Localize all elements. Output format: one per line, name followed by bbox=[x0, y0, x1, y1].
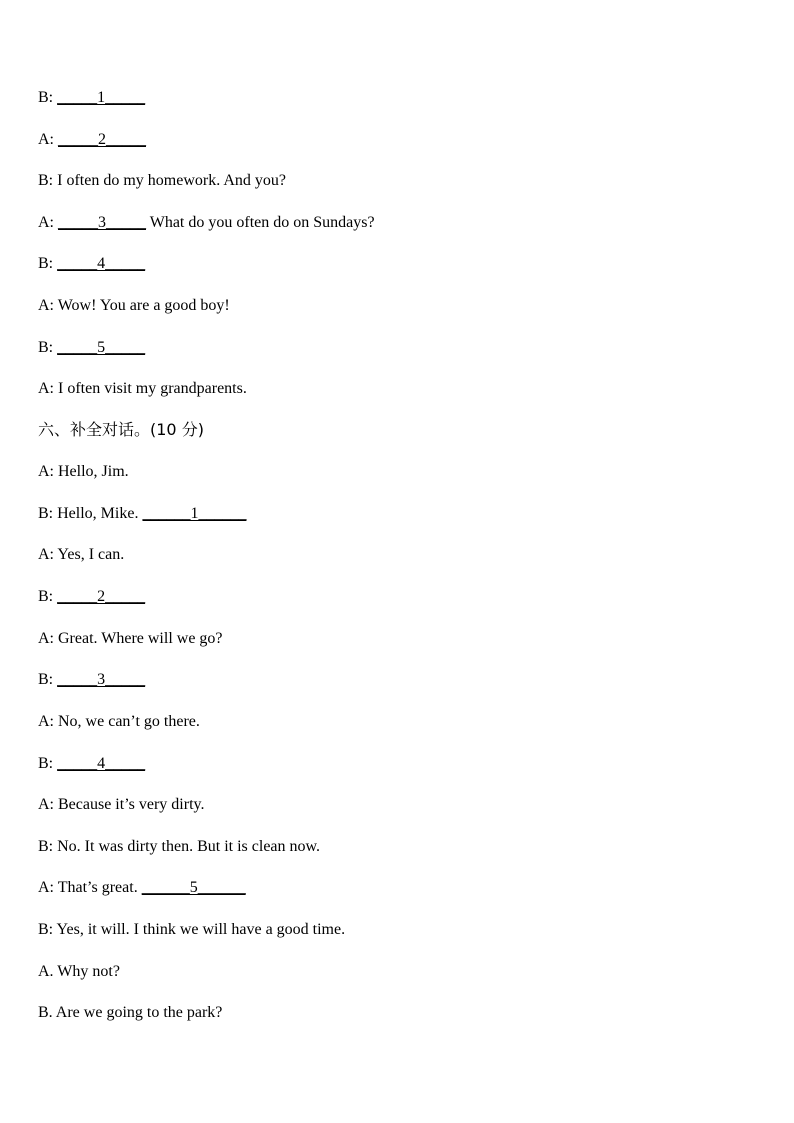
dialogue1-line-4 bbox=[38, 213, 375, 233]
line-text: Because it’s very dirty. bbox=[58, 796, 205, 813]
speaker: B: bbox=[38, 339, 54, 356]
speaker: B: bbox=[38, 172, 54, 189]
dialogue2-line-9 bbox=[38, 795, 204, 815]
answer-blank-2: _____2_____ bbox=[57, 588, 146, 605]
answer-blank-3: _____3_____ bbox=[58, 214, 146, 231]
dialogue2-line-5 bbox=[38, 629, 223, 649]
speaker: A: bbox=[38, 713, 54, 730]
speaker: A: bbox=[38, 214, 54, 231]
answer-blank-2: _____2_____ bbox=[58, 131, 146, 148]
answer-blank-1: _____1_____ bbox=[57, 89, 146, 106]
speaker: A: bbox=[38, 879, 54, 896]
line-text: Great. Where will we go? bbox=[58, 630, 223, 647]
dialogue2-line-8 bbox=[38, 754, 145, 774]
answer-blank-4: _____4_____ bbox=[57, 755, 146, 772]
dialogue2-line-6 bbox=[38, 670, 145, 690]
speaker: B: bbox=[38, 671, 54, 688]
line-text-after: What do you often do on Sundays? bbox=[149, 214, 375, 231]
dialogue2-line-11 bbox=[38, 878, 246, 898]
dialogue1-line-5 bbox=[38, 254, 145, 274]
dialogue1-line-3 bbox=[38, 171, 286, 191]
line-text: Hello, Mike. bbox=[57, 505, 139, 522]
answer-blank-4: _____4_____ bbox=[57, 255, 146, 272]
option-b bbox=[38, 1003, 222, 1023]
speaker: B: bbox=[38, 255, 54, 272]
option-text: Why not? bbox=[57, 963, 120, 980]
speaker: B: bbox=[38, 505, 54, 522]
line-text: No, we can’t go there. bbox=[58, 713, 200, 730]
dialogue2-line-12 bbox=[38, 920, 345, 940]
dialogue1-line-1 bbox=[38, 88, 145, 108]
speaker: A: bbox=[38, 630, 54, 647]
speaker: B: bbox=[38, 755, 54, 772]
speaker: B: bbox=[38, 588, 54, 605]
answer-blank-5: _____5_____ bbox=[57, 339, 146, 356]
line-text: I often do my homework. And you? bbox=[57, 172, 286, 189]
dialogue1-line-6 bbox=[38, 296, 230, 316]
speaker: B: bbox=[38, 89, 54, 106]
dialogue2-line-1 bbox=[38, 462, 129, 482]
line-text: Yes, I can. bbox=[57, 546, 125, 563]
dialogue2-line-4 bbox=[38, 587, 145, 607]
section-heading: 六、补全对话。(10 分) bbox=[38, 420, 204, 439]
speaker: B: bbox=[38, 838, 54, 855]
option-label: B. bbox=[38, 1004, 53, 1021]
speaker: A: bbox=[38, 796, 54, 813]
line-text: I often visit my grandparents. bbox=[58, 380, 247, 397]
answer-blank-3: _____3_____ bbox=[57, 671, 146, 688]
option-label: A. bbox=[38, 963, 54, 980]
dialogue2-line-7 bbox=[38, 712, 200, 732]
option-a bbox=[38, 962, 120, 982]
speaker: A: bbox=[38, 463, 54, 480]
dialogue1-line-2 bbox=[38, 130, 146, 150]
answer-blank-1: ______1______ bbox=[142, 505, 247, 522]
dialogue2-line-10 bbox=[38, 837, 320, 857]
speaker: A: bbox=[38, 380, 54, 397]
dialogue2-line-3 bbox=[38, 545, 124, 565]
speaker: A: bbox=[38, 131, 54, 148]
dialogue1-line-7 bbox=[38, 338, 145, 358]
dialogue2-line-2 bbox=[38, 504, 246, 524]
line-text: Yes, it will. I think we will have a good time. bbox=[56, 921, 346, 938]
option-text: Are we going to the park? bbox=[55, 1004, 223, 1021]
answer-blank-5: ______5______ bbox=[141, 879, 246, 896]
speaker: B: bbox=[38, 921, 54, 938]
line-text: That’s great. bbox=[57, 879, 138, 896]
line-text: Wow! You are a good boy! bbox=[57, 297, 230, 314]
speaker: A: bbox=[38, 546, 54, 563]
line-text: Hello, Jim. bbox=[58, 463, 129, 480]
speaker: A: bbox=[38, 297, 54, 314]
dialogue1-line-8 bbox=[38, 379, 247, 399]
line-text: No. It was dirty then. But it is clean now. bbox=[57, 838, 321, 855]
